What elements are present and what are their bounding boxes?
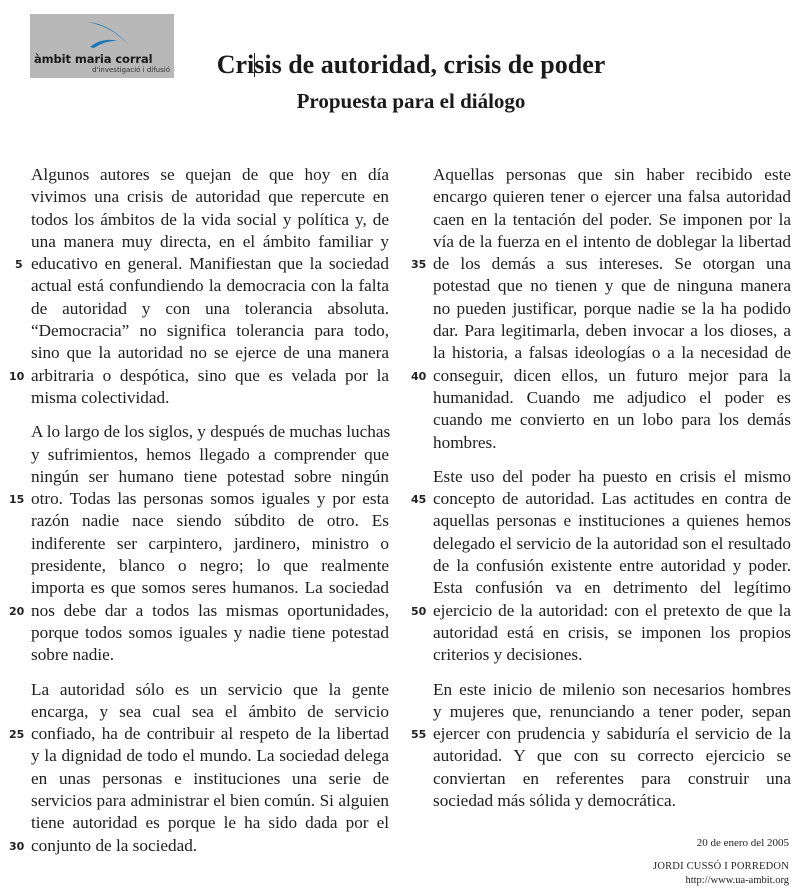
line-text: de los demás a sus intereses. Se otorgan una: [433, 254, 791, 274]
text-line: [31, 701, 389, 723]
line-number: 20: [9, 604, 25, 618]
text-line: [9, 488, 389, 510]
line-text: caen en la tentación del poder. Se imponen por la: [433, 209, 791, 229]
text-line: [31, 745, 389, 767]
text-line: [31, 342, 389, 364]
line-text: en unas personas e instituciones una serie de: [31, 768, 389, 788]
document-subtitle: Propuesta para el diálogo: [296, 89, 526, 113]
line-text: conjunto de la sociedad.: [31, 835, 198, 855]
line-text: encargo quieren tener o ejercer una falsa autoridad: [433, 187, 791, 207]
text-line: [411, 600, 791, 622]
line-text: encarga, y sea cual sea el ámbito de servicio: [31, 701, 389, 721]
document-date: 20 de enero del 2005: [696, 837, 789, 849]
text-line: [433, 533, 791, 555]
text-line: [9, 600, 389, 622]
line-text: hombres.: [433, 432, 497, 452]
line-text: Algunos autores se quejan de que hoy en día: [31, 165, 389, 184]
line-number: 5: [15, 258, 23, 272]
line-number: 55: [411, 728, 427, 742]
text-line: [31, 275, 389, 297]
text-line: [31, 444, 389, 466]
document-title[interactable]: [0, 50, 800, 80]
text-line: [9, 365, 389, 387]
line-text: delegado el servicio de la autoridad son el resultado: [433, 533, 791, 553]
line-text: Aquellas personas que sin haber recibido este: [433, 165, 791, 184]
text-line: [433, 320, 791, 342]
text-line: [433, 510, 791, 532]
text-line: [433, 387, 791, 409]
text-line: [411, 253, 791, 275]
line-text: conviertan en referentes para construir una: [433, 768, 791, 788]
line-number: 35: [411, 258, 427, 272]
text-line: [31, 768, 389, 790]
line-number: 40: [411, 369, 427, 383]
text-line: [433, 679, 791, 701]
line-text: “Democracia” no significa tolerancia para todo,: [31, 321, 389, 341]
website-link[interactable]: http://www.ua-ambit.org: [685, 875, 789, 886]
line-text: dar. Para legitimarla, deben invocar a los dioses, a: [433, 321, 791, 341]
text-line: [31, 812, 389, 834]
text-line: [31, 231, 389, 253]
text-line: [433, 466, 791, 488]
text-line: [433, 186, 791, 208]
text-line: [411, 365, 791, 387]
line-text: indiferente ser carpintero, jardinero, ministro o: [31, 533, 389, 553]
line-text: La autoridad sólo es un servicio que la gente: [31, 679, 389, 699]
text-line: [9, 723, 389, 745]
line-text: Este uso del poder ha puesto en crisis el mismo: [433, 466, 791, 486]
line-text: ejercicio de la autoridad: con el pretexto de que la: [433, 600, 791, 620]
logo-tagline: d'investigació i difusió: [92, 66, 170, 74]
line-number: 30: [9, 839, 25, 853]
text-line: [15, 253, 389, 275]
line-text: vivimos una crisis de autoridad que repercute en: [31, 187, 389, 207]
text-line: [31, 510, 389, 532]
line-number: 25: [9, 728, 25, 742]
line-text: ningún ser humano tiene potestad sobre ningún: [31, 466, 389, 486]
line-text: presidente, blanco o negro; lo que realmente: [31, 556, 389, 576]
paragraph: [411, 679, 791, 813]
text-line: [31, 186, 389, 208]
text-line: [31, 209, 389, 231]
right-column: [411, 164, 791, 824]
text-line: [31, 298, 389, 320]
text-line: [433, 555, 791, 577]
line-text: arbitraria o despótica, sino que es velada por la: [31, 365, 389, 385]
text-line: [433, 768, 791, 790]
paragraph: [411, 164, 791, 454]
text-line: [433, 432, 791, 454]
line-text: sobre nadie.: [31, 645, 115, 665]
text-line: [31, 555, 389, 577]
line-text: confiado, ha de contribuir al respeto de la libertad: [31, 724, 389, 744]
line-text: una manera muy directa, en el ámbito familiar y: [31, 231, 389, 251]
text-line: [433, 745, 791, 767]
text-line: [31, 387, 389, 409]
line-number: 45: [411, 493, 427, 507]
line-text: la historia, a falsas ideologías o a la necesidad de: [433, 343, 791, 363]
line-text: cuando me convierto en un lobo para los demás: [433, 410, 791, 430]
line-text: y sufrimientos, hemos llegado a comprender que: [31, 444, 389, 464]
logo-name: àmbit maria corral: [34, 52, 153, 66]
line-text: criterios y decisiones.: [433, 645, 583, 665]
text-line: [433, 164, 791, 186]
line-text: no pueden justificar, porque nadie se la ha podido: [433, 298, 791, 318]
line-text: actual está confundiendo la democracia con la falta: [31, 276, 389, 296]
line-text: vía de la fuerza en el intento de doblegar la libertad: [433, 231, 791, 251]
text-line: [31, 164, 389, 186]
line-text: concepto de autoridad. Las actitudes en contra de: [433, 489, 791, 509]
paragraph: [411, 466, 791, 667]
text-line: [433, 790, 791, 812]
line-text: educativo en general. Manifiestan que la sociedad: [31, 254, 389, 274]
line-text: porque todos somos iguales y nadie tiene potestad: [31, 622, 389, 642]
text-line: [31, 533, 389, 555]
left-column: [9, 164, 391, 869]
text-line: [433, 209, 791, 231]
swoosh-lower: [90, 40, 118, 48]
author-name: JORDI CUSSÓ I PORREDON: [653, 861, 789, 872]
text-line: [433, 409, 791, 431]
text-line: [433, 622, 791, 644]
text-line: [31, 320, 389, 342]
line-text: tiene autoridad es porque le ha sido dada por el: [31, 813, 389, 833]
line-text: servicios para administrar el bien común. Si alguien: [31, 791, 389, 811]
title-part-2: sis de autoridad, crisis de poder: [254, 50, 606, 79]
line-number: 15: [9, 493, 25, 507]
line-text: todos los ámbitos de la vida social y política y, de: [31, 209, 389, 229]
text-line: [31, 421, 389, 443]
line-text: sino que la autoridad no se ejerce de una manera: [31, 343, 389, 363]
text-line: [31, 679, 389, 701]
line-text: de la confusión existente entre autoridad y poder.: [433, 556, 791, 576]
line-text: y la dignidad de todo el mundo. La sociedad delega: [31, 746, 389, 766]
text-line: [433, 275, 791, 297]
text-line: [433, 231, 791, 253]
text-line: [411, 723, 791, 745]
line-text: autoridad está en crisis, se imponen los propios: [433, 622, 791, 642]
line-text: importa es que somos seres humanos. La sociedad: [31, 578, 389, 598]
line-text: Esta confusión va en detrimento del legítimo: [433, 578, 791, 598]
line-text: otro. Todas las personas somos iguales y por esta: [31, 489, 389, 509]
text-line: [31, 622, 389, 644]
text-line: [433, 298, 791, 320]
line-text: autoridad. Y que con su correcto ejercicio se: [433, 746, 791, 766]
paragraph: [9, 164, 389, 409]
line-text: A lo largo de los siglos, y después de muchas luchas: [31, 422, 391, 442]
text-line: [433, 342, 791, 364]
line-number: 50: [411, 604, 427, 618]
title-part-1: Cri: [216, 50, 255, 79]
paragraph: [9, 421, 391, 666]
line-text: y mujeres que, renunciando a tener poder, sepan: [433, 701, 791, 721]
paragraph: [9, 679, 389, 857]
text-line: [9, 835, 389, 857]
line-text: conseguir, dicen ellos, un futuro mejor para la: [433, 365, 791, 385]
text-line: [31, 790, 389, 812]
line-text: potestad que no tienen y que de ninguna manera: [433, 276, 791, 296]
text-line: [31, 577, 389, 599]
line-number: 10: [9, 369, 25, 383]
line-text: ejercer con prudencia y sabiduría el servicio de la: [433, 724, 791, 744]
line-text: razón nadie nace siendo súbdito de otro. Es: [31, 511, 389, 531]
line-text: misma colectividad.: [31, 387, 170, 407]
line-text: sociedad más sólida y democrática.: [433, 791, 676, 811]
text-line: [433, 577, 791, 599]
text-line: [411, 488, 791, 510]
line-text: nos debe dar a todos las mismas oportunidades,: [31, 600, 389, 620]
line-text: En este inicio de milenio son necesarios hombres: [433, 679, 791, 699]
text-line: [31, 466, 389, 488]
text-line: [433, 644, 791, 666]
line-text: de autoridad y con una tolerancia absoluta.: [31, 298, 389, 318]
line-text: humanidad. Cuando me adjudico el poder es: [433, 387, 791, 407]
text-line: [31, 644, 389, 666]
line-text: aquellas personas e instituciones a quienes hemos: [433, 511, 791, 531]
text-line: [433, 701, 791, 723]
